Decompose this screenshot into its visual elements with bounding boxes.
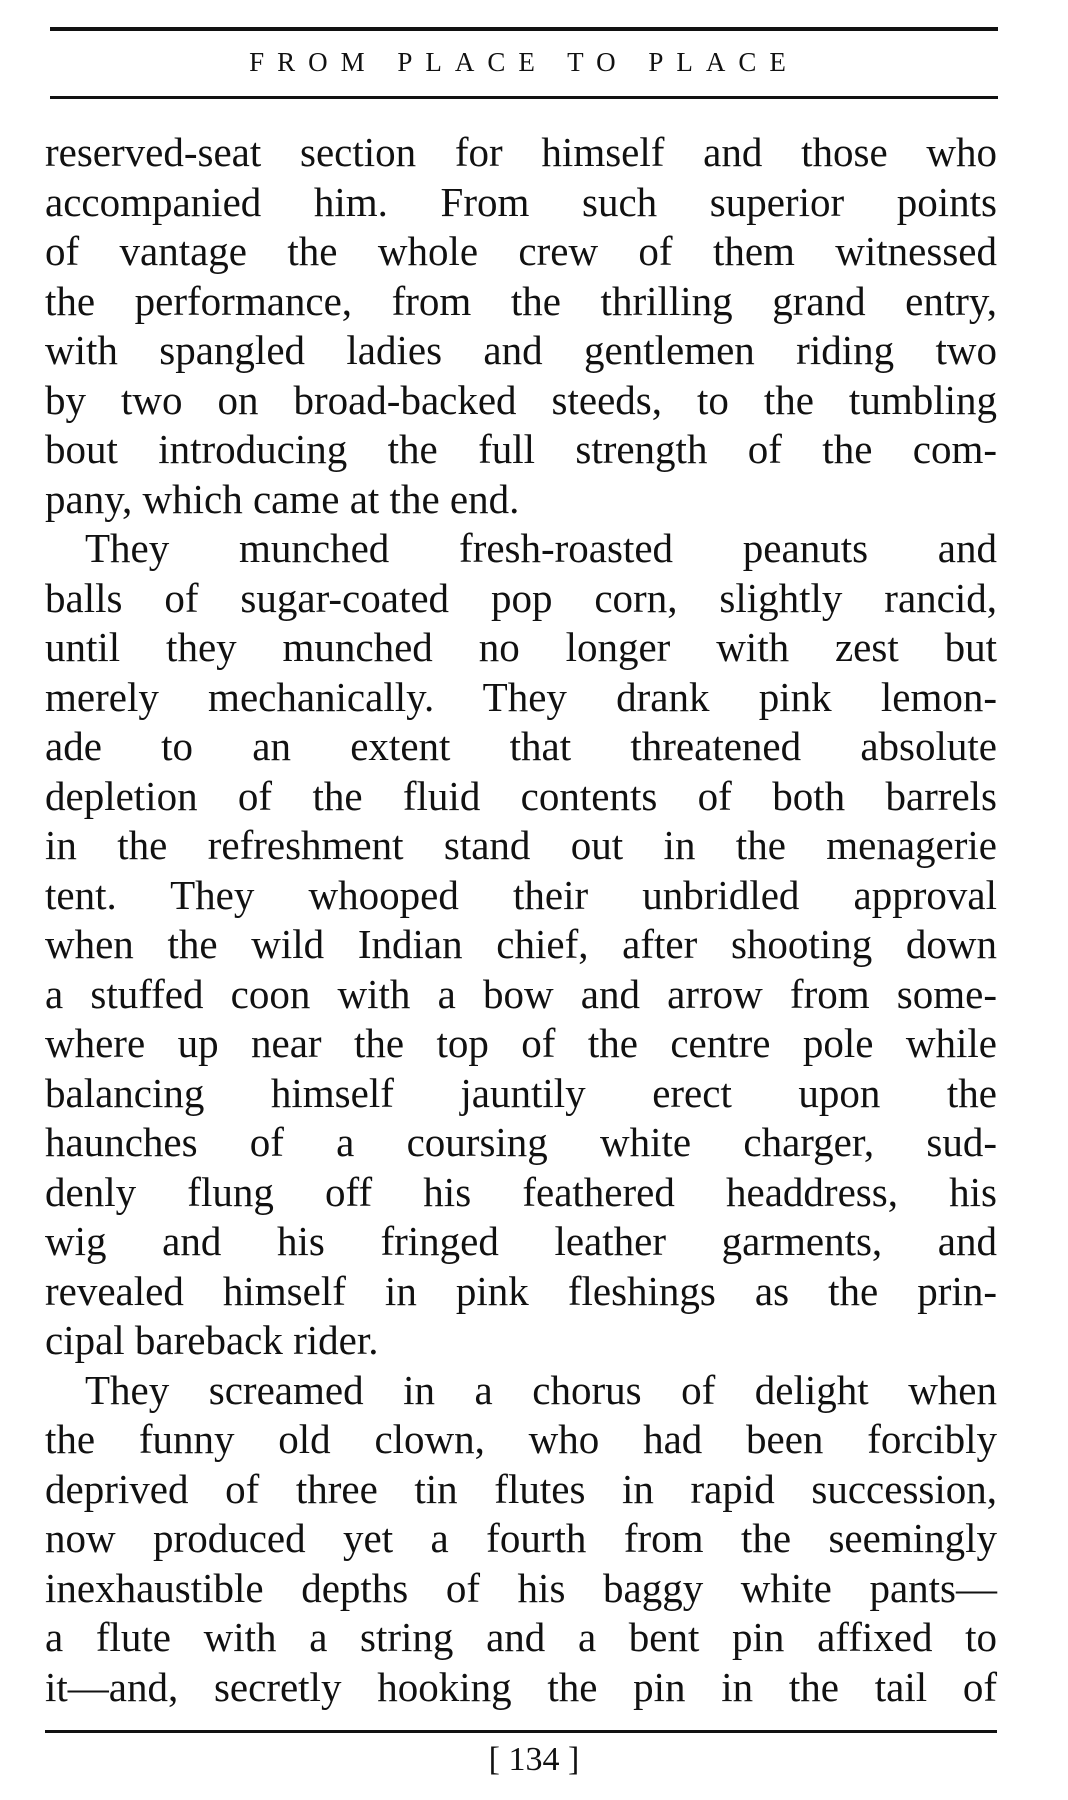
text-line: the funny old clown, who had been forcibly [45,1416,997,1462]
text-line: balls of sugar-coated pop corn, slightly rancid, [45,574,997,621]
text-line: it—and, secretly hooking the pin in the tail of [45,1663,997,1710]
text-line: balancing himself jauntily erect upon the [45,1069,997,1116]
text-line: deprived of three tin flutes in rapid succession, [45,1465,997,1512]
text-line: They screamed in a chorus of delight when [85,1366,997,1413]
text-line: a flute with a string and a bent pin affixed to [45,1614,997,1660]
text-line: reserved-seat section for himself and those who [45,129,997,175]
text-line: when the wild Indian chief, after shooting down [45,921,997,967]
text-line: depletion of the fluid contents of both barrels [45,772,997,819]
top-rule [50,27,998,31]
text-line: cipal bareback rider. [45,1317,379,1363]
text-line: ade to an extent that threatened absolute [45,723,997,769]
body-text [45,128,997,1712]
text-line: haunches of a coursing white charger, sud- [45,1119,997,1165]
text-line: denly flung off his feathered headdress, his [45,1168,997,1215]
text-line: They munched fresh-roasted peanuts and [85,525,997,571]
text-line: of vantage the whole crew of them witnessed [45,228,997,274]
text-line: pany, which came at the end. [45,475,520,522]
text-line: the performance, from the thrilling grand entry, [45,277,997,324]
text-line: wig and his fringed leather garments, and [45,1218,997,1264]
text-line: merely mechanically. They drank pink lemon- [45,673,997,720]
head-rule [50,96,998,99]
text-line: a stuffed coon with a bow and arrow from some- [45,970,997,1017]
text-line: revealed himself in pink fleshings as the prin- [45,1267,997,1314]
text-line: with spangled ladies and gentlemen riding two [45,327,997,373]
text-line: tent. They whooped their unbridled approval [45,871,997,918]
text-line: accompanied him. From such superior points [45,178,997,225]
text-line: where up near the top of the centre pole while [45,1020,997,1066]
text-line: until they munched no longer with zest but [45,624,997,670]
text-line: bout introducing the full strength of the com- [45,426,997,472]
text-line: by two on broad-backed steeds, to the tumbling [45,376,997,423]
text-line: now produced yet a fourth from the seemingly [45,1515,997,1561]
bottom-rule [45,1730,997,1733]
text-line: inexhaustible depths of his baggy white pants— [45,1564,997,1611]
page-number: [ 134 ] [488,1741,580,1778]
text-line: in the refreshment stand out in the menagerie [45,822,997,868]
running-head: FROM PLACE TO PLACE [249,47,799,77]
